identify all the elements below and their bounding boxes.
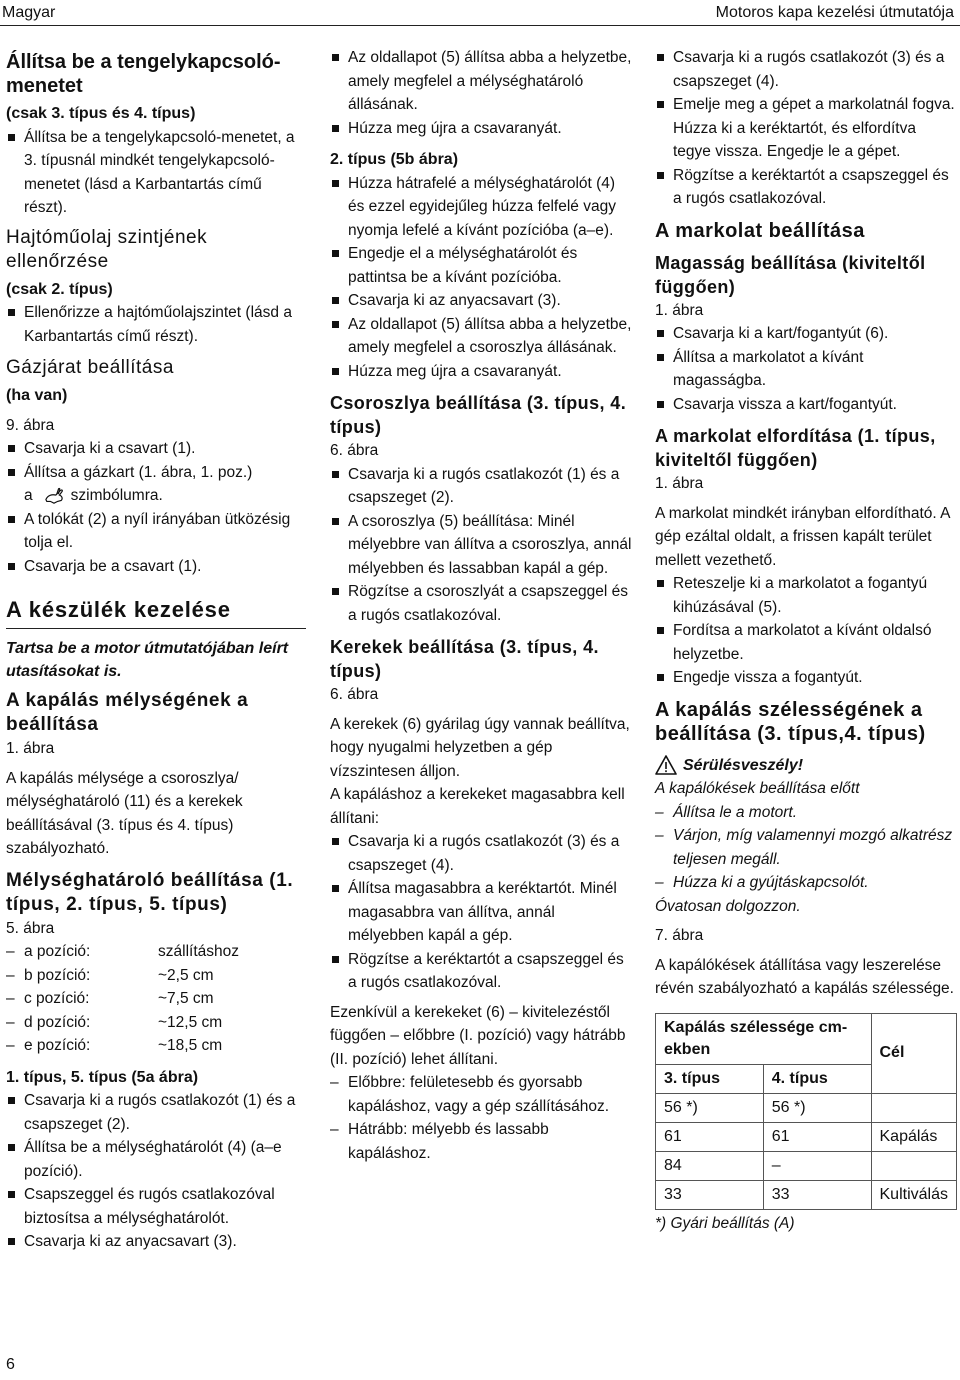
table-row xyxy=(656,1180,957,1209)
list-item: Húzza meg újra a csavaranyát. xyxy=(330,117,632,141)
rotate-list xyxy=(655,572,957,690)
type1-5-list xyxy=(6,1089,306,1254)
width-text: A kapálókések átállítása vagy leszerelése révén szabályozható a kapálás szélessége. xyxy=(655,956,954,997)
table-cell: Kultiválás xyxy=(871,1180,957,1209)
table-cell: 84 xyxy=(656,1151,764,1180)
list-item: Csavarja ki a rugós csatlakozót (3) és a csapszeget (4). xyxy=(655,46,957,93)
position-value: ~7,5 cm xyxy=(158,990,214,1007)
list-item: Állítsa a markolatot a kívánt magasságba. xyxy=(655,346,957,393)
warning-end: Óvatosan dolgozzon. xyxy=(655,897,801,915)
list-item: Csavarja ki a rugós csatlakozót (3) és a csapszeget (4). xyxy=(330,830,632,877)
wheels-text: A kerekek (6) gyárilag úgy vannak beállítva, hogy nyugalmi helyzetben a gép vízszintesen álljon. xyxy=(330,715,630,780)
height-list xyxy=(655,322,957,416)
table-cell: Kapálás xyxy=(871,1122,957,1151)
list-item: Csavarja ki az anyacsavart (3). xyxy=(6,1230,306,1254)
header-language: Magyar xyxy=(2,4,56,21)
list-item-text: szimbólumra. xyxy=(70,487,163,504)
figure-ref: 6. ábra xyxy=(330,442,379,459)
figure-ref: 1. ábra xyxy=(655,301,704,319)
position-row xyxy=(6,1034,306,1058)
section-note: Tartsa be a motor útmutatójában leírt utasításokat is. xyxy=(6,640,289,680)
heading-clutch-sub: (csak 3. típus és 4. típus) xyxy=(6,105,196,122)
list-item: Húzza meg újra a csavaranyát. xyxy=(330,360,632,384)
list-item: Csavarja vissza a kart/fogantyút. xyxy=(655,393,957,417)
header-title: Motoros kapa kezelési útmutatója xyxy=(715,4,954,21)
figure-ref: 5. ábra xyxy=(6,919,55,937)
table-cell: 33 xyxy=(656,1180,764,1209)
table-cell: 33 xyxy=(763,1180,871,1209)
list-item-text: a xyxy=(24,487,33,504)
list-item: Csapszeggel és rugós csatlakozóval biztosítsa a mélységhatárolót. xyxy=(6,1183,306,1230)
heading-height: Magasság beállítása (kiviteltől függően) xyxy=(655,252,926,297)
list-item: Csavarja ki a rugós csatlakozót (1) és a csapszeget (2). xyxy=(330,463,632,510)
position-value: ~18,5 cm xyxy=(158,1037,223,1054)
table-footnote: *) Gyári beállítás (A) xyxy=(655,1214,795,1232)
list-item: Rögzítse a keréktartót a csapszeggel és a rugós csatlakozóval. xyxy=(655,164,957,211)
list-item: – Előbbre: felületesebb és gyorsabb kapáláshoz, vagy a gép szállításához. xyxy=(330,1071,632,1118)
table-cell: 61 xyxy=(763,1122,871,1151)
list-item xyxy=(6,461,306,508)
position-key: – d pozíció: xyxy=(24,1013,91,1031)
list-item: – Várjon, míg valamennyi mozgó alkatrész teljesen megáll. xyxy=(655,824,957,871)
wheels-text: A kapáláshoz a kerekeket magasabbra kell állítani: xyxy=(330,786,625,827)
rotate-text: A markolat mindkét irányban elfordítható. A gép ezáltal oldalt, a frissen kapált terület mellett vezethető. xyxy=(655,504,950,569)
position-row xyxy=(6,940,306,964)
coulter-list xyxy=(330,463,632,628)
list-item: Csavarja be a csavart (1). xyxy=(6,555,306,579)
heading-throttle-sub: (ha van) xyxy=(6,387,68,404)
list-item: Húzza hátrafelé a mélységhatárolót (4) és ezzel egyidejűleg húzza felfelé vagy nyomja lefelé a kívánt pozícióba (a–e). xyxy=(330,172,632,243)
position-row xyxy=(6,964,306,988)
type2-list xyxy=(330,172,632,384)
list-item: Ellenőrizze a hajtóműolajszintet (lásd a Karbantartás című részt). xyxy=(6,301,306,348)
list-item: Csavarja ki a kart/fogantyút (6). xyxy=(655,322,957,346)
table-header-type4: 4. típus xyxy=(763,1064,871,1093)
column-2 xyxy=(330,46,632,1165)
position-key: – c pozíció: xyxy=(24,990,90,1007)
warning-icon xyxy=(655,755,677,775)
heading-depth: A kapálás mélységének a beállítása xyxy=(6,690,249,735)
position-row xyxy=(6,987,306,1011)
list-item: A tolókát (2) a nyíl irányában ütközésig tolja el. xyxy=(6,508,306,555)
wheels-list xyxy=(330,830,632,995)
heading-handle: A markolat beállítása xyxy=(655,219,865,242)
heading-type1-5: 1. típus, 5. típus (5a ábra) xyxy=(6,1068,199,1086)
warning-intro: A kapálókések beállítása előtt xyxy=(655,780,860,797)
position-key: – b pozíció: xyxy=(24,966,91,984)
list-item: Emelje meg a gépet a markolatnál fogva. Húzza ki a keréktartót, és elfordítva tegye vissza. Engedje le a gépet. xyxy=(655,93,957,164)
page-number: 6 xyxy=(6,1355,15,1373)
section-title: A készülék kezelése xyxy=(6,596,306,629)
list-item: Csavarja ki az anyacsavart (3). xyxy=(330,289,632,313)
page-header xyxy=(0,0,960,26)
table-header-width: Kapálás szélessége cm-ekben xyxy=(656,1013,872,1064)
rabbit-icon xyxy=(43,487,65,505)
figure-ref: 1. ábra xyxy=(655,475,704,492)
figure-ref: 6. ábra xyxy=(330,686,379,703)
position-value: szállításhoz xyxy=(158,943,239,960)
list-top xyxy=(655,46,957,211)
throttle-list xyxy=(6,437,306,578)
heading-wheels: Kerekek beállítása (3. típus, 4. típus) xyxy=(330,637,599,681)
position-value: ~12,5 cm xyxy=(158,1013,223,1031)
list-item: Az oldallapot (5) állítsa abba a helyzetbe, amely megfelel a csoroszlya állásának. xyxy=(330,313,632,360)
list-item: Állítsa magasabbra a keréktartót. Minél magasabbra van állítva, annál mélyebben kapál a gép. xyxy=(330,877,632,948)
list-top xyxy=(330,46,632,140)
heading-depth-limiter: Mélységhatároló beállítása (1. típus, 2. típus, 5. típus) xyxy=(6,869,294,915)
column-1 xyxy=(6,46,306,1254)
positions-list xyxy=(6,940,306,1058)
heading-oil-sub: (csak 2. típus) xyxy=(6,280,113,298)
clutch-list xyxy=(6,126,306,220)
list-item: Állítsa be a tengelykapcsoló-menetet, a 3. típusnál mindkét tengelykapcsoló-menetet (lásd a Karbantartás című részt). xyxy=(6,126,306,220)
table-row xyxy=(656,1122,957,1151)
list-item: Csavarja ki a rugós csatlakozót (1) és a csapszeget (2). xyxy=(6,1089,306,1136)
heading-coulter: Csoroszlya beállítása (3. típus, 4. típus) xyxy=(330,393,627,437)
figure-ref: 1. ábra xyxy=(6,740,55,757)
heading-throttle: Gázjárat beállítása xyxy=(6,357,174,378)
list-item: – Állítsa le a motort. xyxy=(655,801,957,825)
table-cell: – xyxy=(763,1151,871,1180)
list-item: Állítsa be a mélységhatárolót (4) (a–e pozíció). xyxy=(6,1136,306,1183)
position-key: – a pozíció: xyxy=(24,943,91,960)
list-item: Az oldallapot (5) állítsa abba a helyzetbe, amely megfelel a mélységhatároló állásának. xyxy=(330,46,632,117)
column-3 xyxy=(655,46,957,1235)
wheels-dash-list xyxy=(330,1071,632,1165)
list-item: Engedje el a mélységhatárolót és pattintsa be a kívánt pozícióba. xyxy=(330,242,632,289)
table-cell xyxy=(871,1093,957,1122)
position-key: – e pozíció: xyxy=(24,1037,91,1054)
list-item: Fordítsa a markolatot a kívánt oldalsó helyzetbe. xyxy=(655,619,957,666)
list-item: Csavarja ki a csavart (1). xyxy=(6,437,306,461)
heading-rotate: A markolat elfordítása (1. típus, kiviteltől függően) xyxy=(655,426,936,470)
table-header-goal: Cél xyxy=(871,1013,957,1093)
warning-text: Sérülésveszély! xyxy=(683,756,804,774)
list-item: Rögzítse a keréktartót a csapszeggel és a rugós csatlakozóval. xyxy=(330,948,632,995)
position-value: ~2,5 cm xyxy=(158,966,214,984)
table-cell: 61 xyxy=(656,1122,764,1151)
depth-text: A kapálás mélysége a csoroszlya/ mélységhatároló (11) és a kerekek beállításával (3. típus és 4. típus) szabályozható. xyxy=(6,769,243,857)
table-cell xyxy=(871,1151,957,1180)
table-cell: 56 *) xyxy=(656,1093,764,1122)
list-item: – Hátrább: mélyebb és lassabb kapáláshoz. xyxy=(330,1118,632,1165)
warning-list xyxy=(655,801,957,895)
figure-ref: 7. ábra xyxy=(655,927,704,944)
table-row xyxy=(656,1151,957,1180)
heading-width: A kapálás szélességének a beállítása (3. típus,4. típus) xyxy=(655,698,926,745)
table-header-type3: 3. típus xyxy=(656,1064,764,1093)
figure-ref: 9. ábra xyxy=(6,416,55,434)
table-cell: 56 *) xyxy=(763,1093,871,1122)
wheels-text: Ezenkívül a kerekeket (6) – kivitelezéstől függően – előbbre (I. pozíció) vagy hátrább (II. pozíció) lehet állítani. xyxy=(330,1003,626,1068)
list-item: – Húzza ki a gyújtáskapcsolót. xyxy=(655,871,957,895)
table-row xyxy=(656,1093,957,1122)
warning xyxy=(655,754,957,778)
list-item: Reteszelje ki a markolatot a fogantyú kihúzásával (5). xyxy=(655,572,957,619)
heading-type2: 2. típus (5b ábra) xyxy=(330,151,459,168)
heading-clutch: Állítsa be a tengelykapcsoló-menetet xyxy=(6,51,281,97)
list-item-text: Állítsa a gázkart (1. ábra, 1. poz.) xyxy=(24,463,253,481)
width-table xyxy=(655,1013,957,1210)
position-row xyxy=(6,1011,306,1035)
heading-oil: Hajtóműolaj szintjének ellenőrzése xyxy=(6,226,208,272)
list-item: A csoroszlya (5) beállítása: Minél mélyebbre van állítva a csoroszlya, annál mélyebben és lassabban kapál a gép. xyxy=(330,510,632,581)
oil-list xyxy=(6,301,306,348)
list-item: Engedje vissza a fogantyút. xyxy=(655,666,957,690)
list-item: Rögzítse a csoroszlyát a csapszeggel és a rugós csatlakozóval. xyxy=(330,580,632,627)
